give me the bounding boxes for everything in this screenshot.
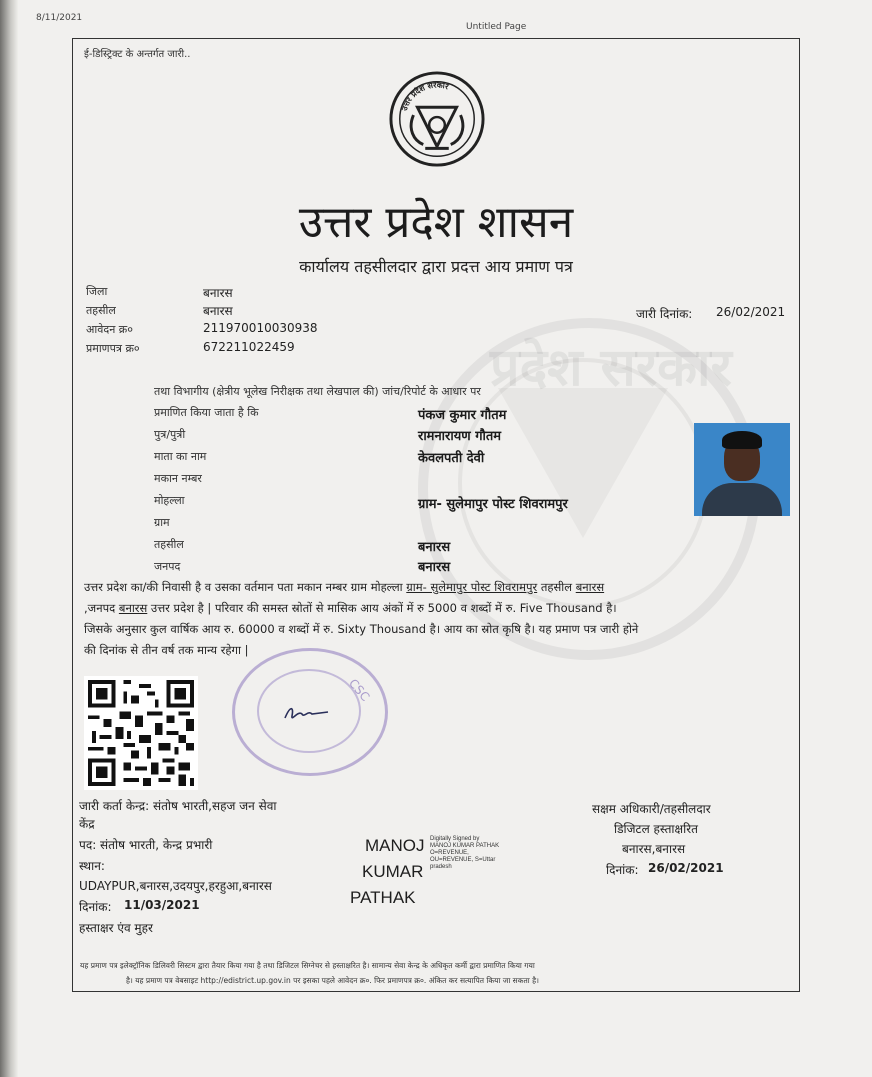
edistrict-note: ई-डिस्ट्रिक्ट के अन्तर्गत जारी..	[84, 49, 191, 60]
issuer-post: पद: संतोष भारती, केन्द्र प्रभारी	[79, 838, 213, 852]
paragraph-line-1: उत्तर प्रदेश का/की निवासी है व उसका वर्तमान पता मकान नम्बर ग्राम मोहल्ला ग्राम- सुलेमापुर पोस्ट शिवरामपुर तहसील बनारस	[84, 580, 605, 594]
verification-intro: तथा विभागीय (क्षेत्रीय भूलेख निरीक्षक तथा लेखपाल की) जांच/रिपोर्ट के आधार पर	[154, 385, 481, 398]
tehsil-label: तहसील	[86, 304, 116, 317]
tehsil-value: बनारस	[203, 304, 233, 318]
authority-place: बनारस,बनारस	[622, 842, 686, 856]
holder-photo	[694, 423, 790, 516]
emblem-text: उत्तर प्रदेश सरकार	[399, 80, 450, 112]
issue-date-label: जारी दिनांक:	[636, 307, 693, 321]
page-edge-shadow	[0, 0, 18, 1077]
district-label: जिला	[86, 285, 108, 298]
issuer-date-label: दिनांक:	[79, 900, 112, 914]
mother-label: माता का नाम	[154, 450, 207, 463]
village-label: ग्राम	[154, 516, 170, 529]
parent-name: रामनारायण गौतम	[418, 429, 502, 444]
certified-label: प्रमाणित किया जाता है कि	[154, 406, 259, 419]
issuing-center: जारी कर्ता केन्द्र: संतोष भारती,सहज जन सेवा	[79, 799, 277, 813]
issuer-sign-label: हस्ताक्षर एंव मुहर	[79, 921, 153, 935]
signer-name-line-2: KUMAR	[362, 862, 424, 881]
district-value: बनारस	[203, 286, 233, 300]
application-number: 211970010030938	[203, 321, 318, 335]
certificate-subheading: कार्यालय तहसीलदार द्वारा प्रदत्त आय प्रमाण पत्र	[299, 257, 573, 276]
paragraph-line-3: जिसके अनुसार कुल वार्षिक आय रु. 60000 व शब्दों में रु. Sixty Thousand है। आय का स्रोत कृषि है। यह प्रमाण पत्र जारी होने	[84, 622, 639, 636]
authority-date-label: दिनांक:	[606, 863, 639, 877]
field-tehsil-label: तहसील	[154, 538, 184, 551]
house-number-label: मकान नम्बर	[154, 472, 202, 485]
mother-name: केवलपती देवी	[418, 451, 485, 466]
issuer-date: 11/03/2021	[124, 898, 200, 912]
stamp-text: CSC	[345, 676, 373, 704]
issue-date-value: 26/02/2021	[716, 305, 786, 319]
footer-line-1: यह प्रमाण पत्र इलेक्ट्रॉनिक डिलिवरी सिस्टम द्वारा तैयार किया गया है तथा डिजिटल सिग्नेचर से हस्ताक्षरित है। सामान्य सेवा केन्द्र के अधिकृत कर्मी द्वारा प्रमाणित किया गया	[80, 961, 535, 970]
signer-name-line-3: PATHAK	[350, 888, 416, 907]
janpad-label: जनपद	[154, 560, 181, 573]
authority-title: सक्षम अधिकारी/तहसीलदार	[592, 802, 711, 816]
certificate-number: 672211022459	[203, 340, 295, 354]
qr-code-icon	[84, 676, 198, 790]
print-date: 8/11/2021	[36, 13, 83, 23]
holder-name: पंकज कुमार गौतम	[418, 408, 507, 423]
application-label: आवेदन क्र०	[86, 323, 133, 336]
mohalla-label: मोहल्ला	[154, 494, 185, 507]
paragraph-line-4: की दिनांक से तीन वर्ष तक मान्य रहेगा |	[84, 643, 249, 657]
issuer-place-label: स्थान:	[79, 859, 105, 873]
field-tehsil-value: बनारस	[418, 540, 451, 555]
watermark-text: प्रदेश सरकार	[490, 338, 732, 398]
authority-signed: डिजिटल हस्ताक्षरित	[614, 822, 698, 836]
authority-date: 26/02/2021	[648, 861, 724, 875]
handwritten-signature	[282, 702, 332, 726]
mohalla-value: ग्राम- सुलेमापुर पोस्ट शिवरामपुर	[418, 497, 568, 512]
certificate-heading: उत्तर प्रदेश शासन	[298, 197, 574, 248]
issuing-center-cont: केंद्र	[79, 817, 95, 831]
issuer-place: UDAYPUR,बनारस,उदयपुर,हरहुआ,बनारस	[79, 879, 272, 893]
digital-signature-details: Digitally Signed by MANOJ KUMAR PATHAK O=REVENUE, OU=REVENUE, S=Uttar pradesh	[430, 836, 500, 870]
page-title: Untitled Page	[466, 22, 527, 32]
up-government-emblem-icon	[388, 70, 486, 168]
footer-line-2: है। यह प्रमाण पत्र वेबसाइट http://edistrict.up.gov.in पर इसका पहले आवेदन क्र०. फिर प्रमाणपत्र क्र०. अंकित कर सत्यापित किया जा सकता है।	[126, 976, 539, 985]
janpad-value: बनारस	[418, 560, 451, 575]
paragraph-line-2: ,जनपद बनारस उत्तर प्रदेश है | परिवार की समस्त स्रोतों से मासिक आय अंकों में रु 5000 व शब्दों में रु. Five Thousand है।	[84, 601, 617, 615]
certificate-number-label: प्रमाणपत्र क्र०	[86, 342, 140, 355]
signer-name-line-1: MANOJ	[365, 836, 425, 855]
parent-label: पुत्र/पुत्री	[154, 428, 186, 441]
